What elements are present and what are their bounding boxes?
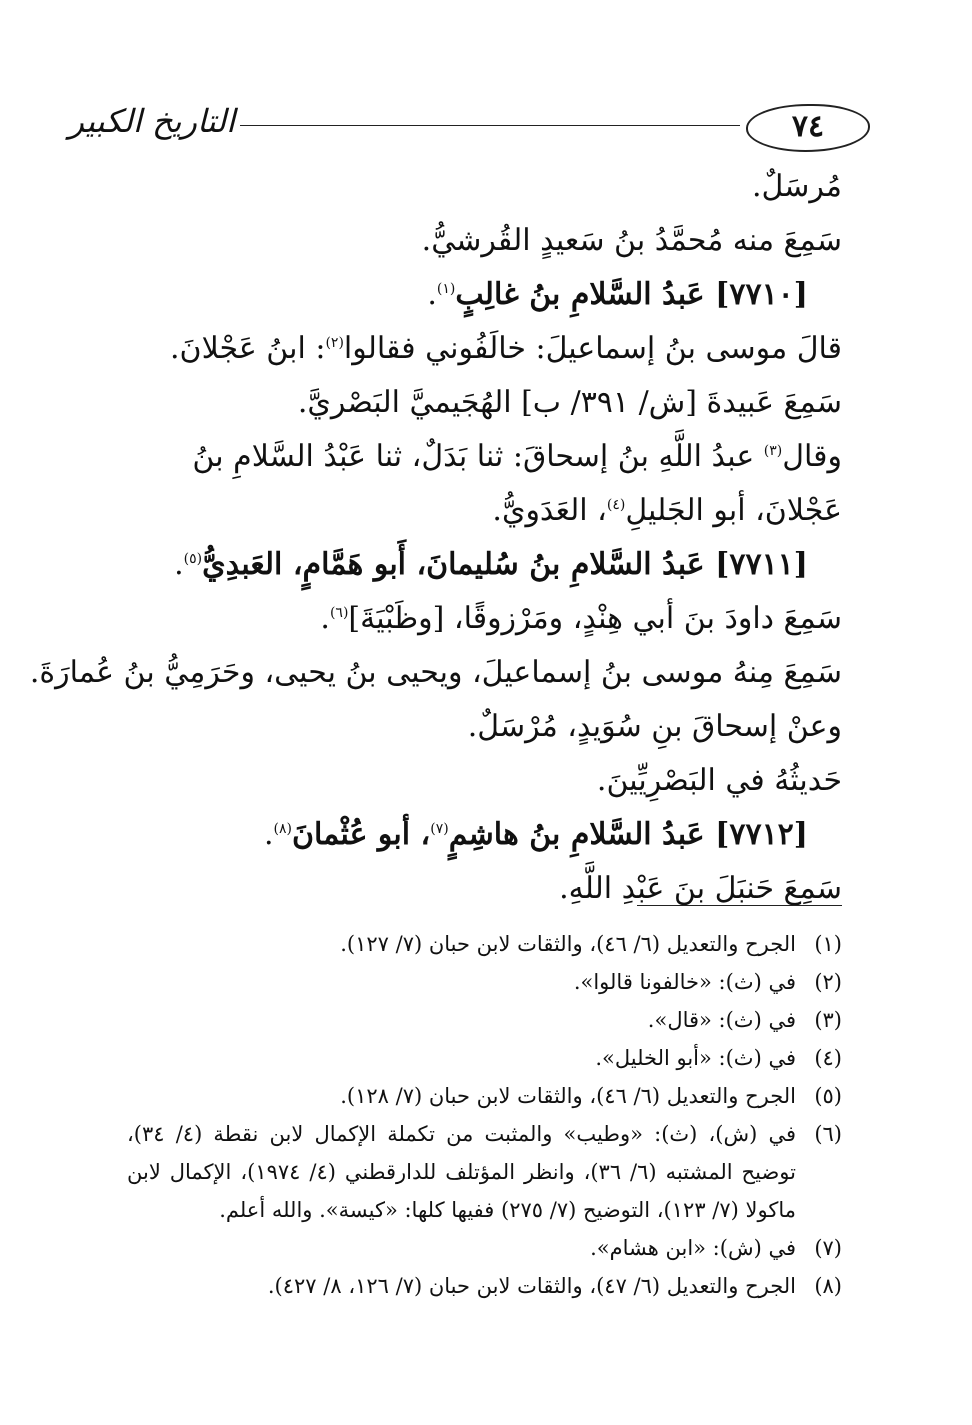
footnote-ref: (٦)	[329, 605, 349, 621]
text-line-11	[132, 754, 842, 808]
footnote-text: في (ث): «خالفونا قالوا».	[573, 970, 796, 994]
text-span: حَديثُهُ في البَصْرِيِّينَ.	[596, 763, 842, 798]
text-span: سَمِعَ عَبيدةَ [ش/ ٣٩١/ ب] الهُجَيميَّ البَصْريَّ.	[297, 385, 842, 420]
footnote-number: (١)	[814, 932, 842, 956]
text-span: وقال	[782, 439, 842, 474]
entry-7712	[132, 808, 842, 862]
page-header	[68, 100, 870, 160]
footnote-4	[127, 1039, 842, 1077]
text-span: سَمِعَ مِنهُ موسى بنُ إسماعيلَ، ويحيى بنُ يحيى، وحَرَمِيُّ بنُ عُمارَةَ.	[29, 655, 842, 690]
footnote-ref: (١)	[436, 281, 456, 297]
text-line-1	[132, 160, 842, 214]
entry-heading: [٧٧١٠] عَبدُ السَّلامِ بنُ غالِبٍ	[455, 277, 808, 312]
footnote-number: (٨)	[814, 1274, 842, 1298]
footnote-2	[127, 963, 842, 1001]
footnote-number: (٥)	[814, 1084, 842, 1108]
footnote-text: في (ش): «ابن هشام».	[590, 1236, 796, 1260]
footnote-6	[127, 1115, 842, 1229]
footnote-ref: (٥)	[183, 551, 203, 567]
header-rule	[240, 125, 740, 126]
text-line-8	[132, 592, 842, 646]
text-span: سَمِعَ حَنبَلَ بنَ عَبْدِ اللَّهِ.	[559, 871, 842, 906]
footnote-7	[127, 1229, 842, 1267]
footnote-text: الجرح والتعديل (٦/ ٤٧)، والثقات لابن حبان (٧/ ١٢٦، ٨/ ٤٢٧).	[267, 1274, 796, 1298]
text-line-10	[132, 700, 842, 754]
text-line-9	[29, 646, 842, 700]
text-span: سَمِعَ داودَ بنَ أبي هِنْدٍ، ومَرْزوقًا، [وظَبْيَةَ]	[348, 601, 842, 636]
footnote-ref: (٤)	[606, 497, 626, 513]
footnote-3	[127, 1001, 842, 1039]
page-number-badge: ٧٤	[746, 104, 870, 152]
text-span: .	[320, 601, 330, 636]
footnote-ref: (٨)	[273, 821, 292, 837]
entry-heading: [٧٧١٢] عَبدُ السَّلامِ بنُ هاشِمٍ	[448, 817, 808, 852]
footnote-text: الجرح والتعديل (٦/ ٤٦)، والثقات لابن حبان (٧/ ١٢٧).	[340, 932, 796, 956]
footnote-text: في (ش)، (ث): «وطيب» والمثبت من تكملة الإكمال لابن نقطة (٤/ ٣٤)، توضيح المشتبه (٦/ ٣٦)، وانظر المؤتلف للدارقطني (٤/ ١٩٧٤)، الإكمال لابن ماكولا (٧/ ١٢٣)، التوضيح (٧/ ٢٧٥) ففيها كلها: «كيسة». والله أعلم.	[127, 1122, 796, 1222]
entry-7710	[132, 268, 842, 322]
footnote-number: (٧)	[814, 1236, 842, 1260]
text-span: .	[427, 277, 437, 312]
text-span: مُرسَلٌ.	[751, 169, 842, 204]
text-span: .	[174, 547, 184, 582]
text-span: عبدُ اللَّهِ بنُ إسحاقَ: ثنا بَدَلٌ، ثنا عَبْدُ السَّلامِ بنُ عَجْلانَ، أبو الجَليلِ	[192, 439, 842, 528]
text-span: سَمِعَ منه مُحمَّدُ بنُ سَعيدٍ القُرشيُّ.	[421, 223, 842, 258]
footnote-8	[127, 1267, 842, 1305]
text-span: ، العَدَويُّ.	[492, 493, 607, 528]
text-line-2	[132, 214, 842, 268]
footnote-number: (٣)	[814, 1008, 842, 1032]
entry-7711	[132, 538, 842, 592]
main-text	[29, 160, 842, 916]
footnote-number: (٤)	[814, 1046, 842, 1070]
footnote-ref: (٣)	[763, 443, 783, 459]
footnote-text: في (ث): «قال».	[647, 1008, 796, 1032]
footnote-text: الجرح والتعديل (٦/ ٤٦)، والثقات لابن حبان (٧/ ١٢٨).	[340, 1084, 796, 1108]
text-span: قالَ موسى بنُ إسماعيلَ: خالَفُوني فقالوا	[343, 331, 842, 366]
text-span: وعنْ إسحاقَ بنِ سُوَيدٍ، مُرْسَلٌ.	[467, 709, 842, 744]
text-line-13	[132, 862, 842, 916]
text-line-4	[132, 322, 842, 376]
footnote-number: (٢)	[814, 970, 842, 994]
footnote-ref: (٢)	[325, 335, 344, 351]
footnotes	[127, 925, 842, 1305]
entry-heading: [٧٧١١] عَبدُ السَّلامِ بنُ سُليمانَ، أَبو هَمَّامٍ، العَبدِيُّ	[202, 547, 808, 582]
book-title: التاريخ الكبير	[68, 102, 235, 140]
footnote-number: (٦)	[814, 1122, 842, 1146]
footnote-text: في (ث): «أبو الخليل».	[595, 1046, 796, 1070]
text-line-6	[132, 430, 842, 538]
text-line-5	[132, 376, 842, 430]
text-span: : ابنُ عَجْلانَ.	[170, 331, 326, 366]
text-span: .	[263, 817, 274, 852]
footnote-5	[127, 1077, 842, 1115]
footnote-separator	[637, 905, 842, 906]
entry-heading: ، أبو عُثْمانَ	[292, 817, 431, 852]
footnote-1	[127, 925, 842, 963]
footnote-ref: (٧)	[430, 821, 449, 837]
